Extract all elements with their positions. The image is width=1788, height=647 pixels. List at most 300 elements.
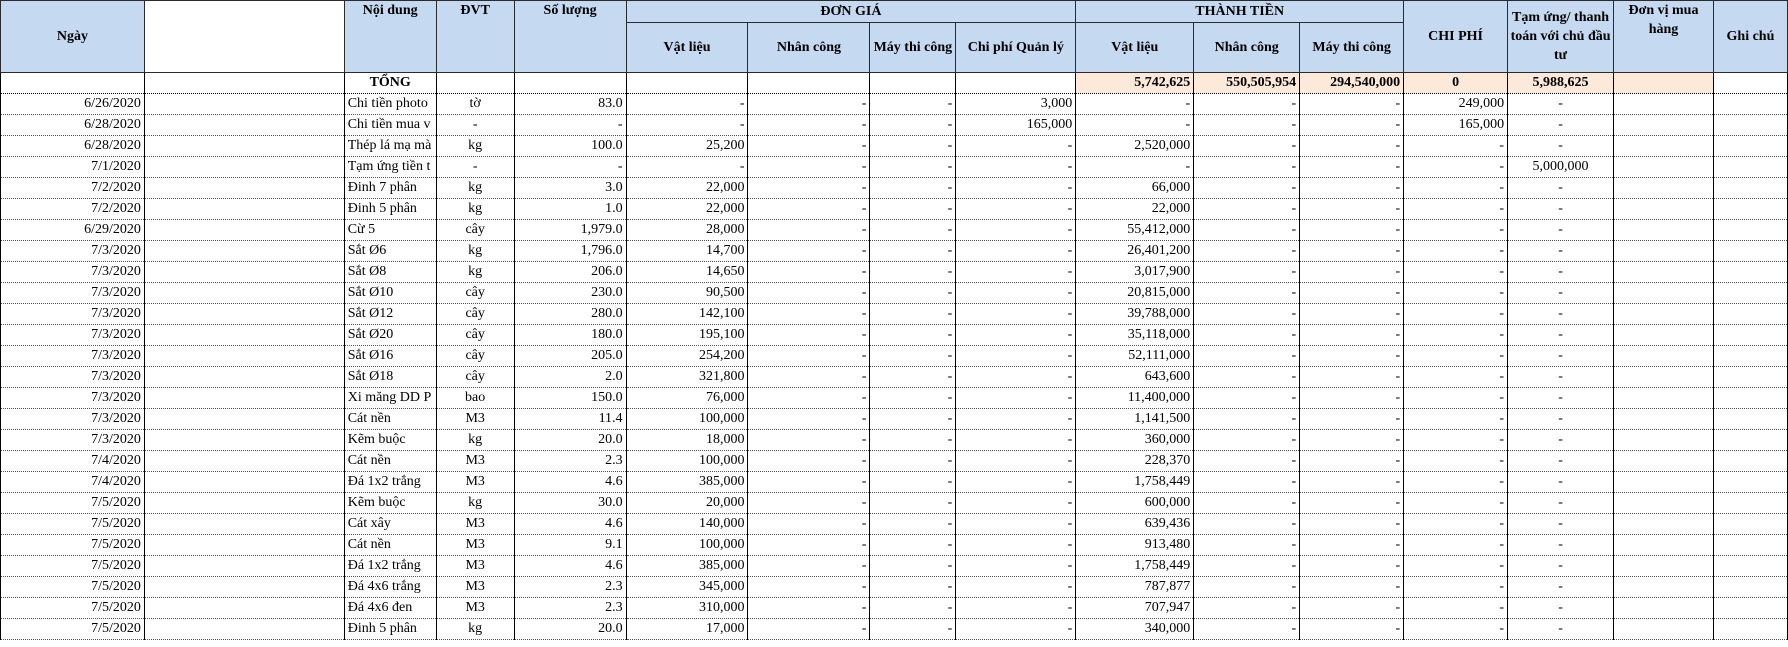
cell-chi-phi[interactable]: -: [1404, 199, 1508, 220]
cell-unit[interactable]: cây: [436, 325, 514, 346]
cell-dg-may-thi-cong[interactable]: -: [870, 577, 956, 598]
cell-chi-phi[interactable]: -: [1404, 262, 1508, 283]
cell-blank[interactable]: [144, 430, 344, 451]
cell-blank[interactable]: [144, 577, 344, 598]
cell-tt-nhan-cong[interactable]: -: [1194, 619, 1300, 640]
cell-chi-phi[interactable]: -: [1404, 304, 1508, 325]
cell-don-vi-mua-hang[interactable]: [1614, 157, 1714, 178]
cell[interactable]: [1614, 73, 1714, 94]
cell-dg-chi-phi-quan-ly[interactable]: 165,000: [956, 115, 1076, 136]
cell[interactable]: [626, 73, 748, 94]
header-chi-phi[interactable]: CHI PHÍ: [1404, 1, 1508, 73]
cell-dg-may-thi-cong[interactable]: -: [870, 388, 956, 409]
cell-chi-phi[interactable]: -: [1404, 451, 1508, 472]
cell-qty[interactable]: 4.6: [514, 514, 626, 535]
header-ghi-chu[interactable]: Ghi chú: [1713, 1, 1787, 73]
cell-content[interactable]: Sắt Ø16: [344, 346, 436, 367]
cell-tam-ung[interactable]: -: [1508, 220, 1614, 241]
cell-blank[interactable]: [144, 115, 344, 136]
cell-tt-vat-lieu[interactable]: 340,000: [1076, 619, 1194, 640]
cell-don-vi-mua-hang[interactable]: [1614, 136, 1714, 157]
cell-blank[interactable]: [144, 304, 344, 325]
cell-blank[interactable]: [144, 619, 344, 640]
cell-ghi-chu[interactable]: [1713, 430, 1787, 451]
cell-chi-phi[interactable]: -: [1404, 493, 1508, 514]
cell-chi-phi[interactable]: -: [1404, 619, 1508, 640]
cell-don-vi-mua-hang[interactable]: [1614, 115, 1714, 136]
cell-chi-phi[interactable]: -: [1404, 136, 1508, 157]
total-label[interactable]: TỔNG: [344, 73, 436, 94]
cell-qty[interactable]: 150.0: [514, 388, 626, 409]
header-tam-ung[interactable]: Tạm ứng/ thanh toán với chủ đầu tư: [1508, 1, 1614, 73]
header-blank[interactable]: [144, 1, 344, 73]
cell-tt-may-thi-cong[interactable]: -: [1300, 325, 1404, 346]
cell-date[interactable]: 6/28/2020: [1, 136, 145, 157]
cell-dg-may-thi-cong[interactable]: -: [870, 157, 956, 178]
cell-dg-chi-phi-quan-ly[interactable]: -: [956, 157, 1076, 178]
cell-dg-chi-phi-quan-ly[interactable]: -: [956, 493, 1076, 514]
cell-date[interactable]: 7/5/2020: [1, 535, 145, 556]
cell-unit[interactable]: -: [436, 157, 514, 178]
cell-tt-may-thi-cong[interactable]: -: [1300, 493, 1404, 514]
cell-unit[interactable]: -: [436, 115, 514, 136]
cell-don-vi-mua-hang[interactable]: [1614, 577, 1714, 598]
cell-dg-nhan-cong[interactable]: -: [748, 535, 870, 556]
cell-dg-may-thi-cong[interactable]: -: [870, 514, 956, 535]
cell-tt-nhan-cong[interactable]: -: [1194, 220, 1300, 241]
cell-content[interactable]: Đinh 7 phân: [344, 178, 436, 199]
cell-chi-phi[interactable]: -: [1404, 535, 1508, 556]
header-tt-vat-lieu[interactable]: Vật liệu: [1076, 23, 1194, 73]
cell-tam-ung[interactable]: -: [1508, 304, 1614, 325]
cell-tt-may-thi-cong[interactable]: -: [1300, 157, 1404, 178]
cell-dg-nhan-cong[interactable]: -: [748, 409, 870, 430]
cell-tt-vat-lieu[interactable]: 913,480: [1076, 535, 1194, 556]
total-chi-phi[interactable]: 0: [1404, 73, 1508, 94]
cell-content[interactable]: Sắt Ø18: [344, 367, 436, 388]
cell-dg-vat-lieu[interactable]: 18,000: [626, 430, 748, 451]
cell-blank[interactable]: [144, 451, 344, 472]
cell-blank[interactable]: [144, 493, 344, 514]
cell-unit[interactable]: bao: [436, 388, 514, 409]
cell-ghi-chu[interactable]: [1713, 619, 1787, 640]
cell-tt-nhan-cong[interactable]: -: [1194, 451, 1300, 472]
cell-date[interactable]: 7/3/2020: [1, 283, 145, 304]
cell-unit[interactable]: kg: [436, 241, 514, 262]
cell-dg-chi-phi-quan-ly[interactable]: -: [956, 472, 1076, 493]
cell-tam-ung[interactable]: -: [1508, 283, 1614, 304]
cell-unit[interactable]: cây: [436, 304, 514, 325]
cell-tt-may-thi-cong[interactable]: -: [1300, 577, 1404, 598]
cell-tt-may-thi-cong[interactable]: -: [1300, 241, 1404, 262]
cell-unit[interactable]: kg: [436, 178, 514, 199]
cell-qty[interactable]: 1.0: [514, 199, 626, 220]
cell-blank[interactable]: [144, 157, 344, 178]
cell-content[interactable]: Cát nền: [344, 535, 436, 556]
cell-don-vi-mua-hang[interactable]: [1614, 388, 1714, 409]
cell-ghi-chu[interactable]: [1713, 304, 1787, 325]
cell-dg-vat-lieu[interactable]: 310,000: [626, 598, 748, 619]
cell-unit[interactable]: M3: [436, 598, 514, 619]
cell-blank[interactable]: [144, 325, 344, 346]
cell-don-vi-mua-hang[interactable]: [1614, 430, 1714, 451]
cell-ghi-chu[interactable]: [1713, 556, 1787, 577]
cell-qty[interactable]: -: [514, 157, 626, 178]
cell-tam-ung[interactable]: -: [1508, 430, 1614, 451]
cell-don-vi-mua-hang[interactable]: [1614, 241, 1714, 262]
cell-blank[interactable]: [144, 514, 344, 535]
cell-dg-vat-lieu[interactable]: 90,500: [626, 283, 748, 304]
cell[interactable]: [144, 73, 344, 94]
cell-don-vi-mua-hang[interactable]: [1614, 346, 1714, 367]
cell-tt-may-thi-cong[interactable]: -: [1300, 556, 1404, 577]
cell-chi-phi[interactable]: -: [1404, 325, 1508, 346]
cell-qty[interactable]: 4.6: [514, 556, 626, 577]
cell-don-vi-mua-hang[interactable]: [1614, 556, 1714, 577]
cell-don-vi-mua-hang[interactable]: [1614, 94, 1714, 115]
cell-ghi-chu[interactable]: [1713, 577, 1787, 598]
cell-chi-phi[interactable]: -: [1404, 430, 1508, 451]
cell-chi-phi[interactable]: 165,000: [1404, 115, 1508, 136]
cell-dg-may-thi-cong[interactable]: -: [870, 241, 956, 262]
cell-qty[interactable]: 3.0: [514, 178, 626, 199]
cell-tt-vat-lieu[interactable]: 22,000: [1076, 199, 1194, 220]
cell-qty[interactable]: 2.3: [514, 598, 626, 619]
cell-date[interactable]: 7/3/2020: [1, 262, 145, 283]
cell-tt-nhan-cong[interactable]: -: [1194, 472, 1300, 493]
cell-tt-vat-lieu[interactable]: 787,877: [1076, 577, 1194, 598]
cell-ghi-chu[interactable]: [1713, 241, 1787, 262]
cell-chi-phi[interactable]: -: [1404, 157, 1508, 178]
cell-content[interactable]: Đá 1x2 trắng: [344, 556, 436, 577]
cell-blank[interactable]: [144, 556, 344, 577]
cell-dg-nhan-cong[interactable]: -: [748, 262, 870, 283]
cell-dg-may-thi-cong[interactable]: -: [870, 325, 956, 346]
cell-tt-vat-lieu[interactable]: 1,758,449: [1076, 556, 1194, 577]
cell-tt-nhan-cong[interactable]: -: [1194, 199, 1300, 220]
cell-tt-nhan-cong[interactable]: -: [1194, 577, 1300, 598]
cell-dg-chi-phi-quan-ly[interactable]: -: [956, 220, 1076, 241]
cell-tt-vat-lieu[interactable]: 1,141,500: [1076, 409, 1194, 430]
cell-unit[interactable]: cây: [436, 283, 514, 304]
cell-chi-phi[interactable]: -: [1404, 409, 1508, 430]
cell-dg-chi-phi-quan-ly[interactable]: -: [956, 283, 1076, 304]
cell-tam-ung[interactable]: -: [1508, 115, 1614, 136]
cell-don-vi-mua-hang[interactable]: [1614, 304, 1714, 325]
cell-date[interactable]: 6/29/2020: [1, 220, 145, 241]
cell-ghi-chu[interactable]: [1713, 514, 1787, 535]
cell-dg-may-thi-cong[interactable]: -: [870, 115, 956, 136]
cell-tam-ung[interactable]: -: [1508, 472, 1614, 493]
cell-dg-nhan-cong[interactable]: -: [748, 451, 870, 472]
cell-ghi-chu[interactable]: [1713, 262, 1787, 283]
cell-dg-vat-lieu[interactable]: 17,000: [626, 619, 748, 640]
cell-unit[interactable]: kg: [436, 262, 514, 283]
cell-dg-nhan-cong[interactable]: -: [748, 514, 870, 535]
header-don-vi-mua-hang[interactable]: Đơn vị mua hàng: [1614, 1, 1714, 73]
cell-dg-chi-phi-quan-ly[interactable]: -: [956, 367, 1076, 388]
cell-qty[interactable]: 2.3: [514, 451, 626, 472]
cell-ghi-chu[interactable]: [1713, 535, 1787, 556]
cell-dg-chi-phi-quan-ly[interactable]: -: [956, 451, 1076, 472]
cell-tt-nhan-cong[interactable]: -: [1194, 283, 1300, 304]
cell-dg-may-thi-cong[interactable]: -: [870, 493, 956, 514]
cell-date[interactable]: 7/5/2020: [1, 619, 145, 640]
cell-dg-may-thi-cong[interactable]: -: [870, 220, 956, 241]
cell-tt-may-thi-cong[interactable]: -: [1300, 430, 1404, 451]
cell-content[interactable]: Đá 1x2 trắng: [344, 472, 436, 493]
cell-unit[interactable]: M3: [436, 556, 514, 577]
cell-unit[interactable]: M3: [436, 577, 514, 598]
cell-blank[interactable]: [144, 283, 344, 304]
cell-tt-nhan-cong[interactable]: -: [1194, 178, 1300, 199]
cell-blank[interactable]: [144, 178, 344, 199]
cell-tt-nhan-cong[interactable]: -: [1194, 241, 1300, 262]
cell-dg-vat-lieu[interactable]: 100,000: [626, 535, 748, 556]
cell-tt-vat-lieu[interactable]: 26,401,200: [1076, 241, 1194, 262]
cell-content[interactable]: Kẽm buộc: [344, 493, 436, 514]
cell-tt-nhan-cong[interactable]: -: [1194, 514, 1300, 535]
cell-date[interactable]: 7/2/2020: [1, 178, 145, 199]
cell-qty[interactable]: -: [514, 115, 626, 136]
cell-dg-may-thi-cong[interactable]: -: [870, 304, 956, 325]
cell-unit[interactable]: kg: [436, 430, 514, 451]
cell-tam-ung[interactable]: -: [1508, 598, 1614, 619]
cell-don-vi-mua-hang[interactable]: [1614, 472, 1714, 493]
cell-dg-chi-phi-quan-ly[interactable]: -: [956, 346, 1076, 367]
cell-unit[interactable]: cây: [436, 220, 514, 241]
header-dg-may-thi-cong[interactable]: Máy thi công: [870, 23, 956, 73]
cell-tt-nhan-cong[interactable]: -: [1194, 115, 1300, 136]
cell-chi-phi[interactable]: 249,000: [1404, 94, 1508, 115]
cell-ghi-chu[interactable]: [1713, 178, 1787, 199]
cell-tam-ung[interactable]: -: [1508, 241, 1614, 262]
cell-tt-nhan-cong[interactable]: -: [1194, 388, 1300, 409]
cell-don-vi-mua-hang[interactable]: [1614, 409, 1714, 430]
header-tt-may-thi-cong[interactable]: Máy thi công: [1300, 23, 1404, 73]
cell-tt-vat-lieu[interactable]: 2,520,000: [1076, 136, 1194, 157]
cell-tam-ung[interactable]: -: [1508, 556, 1614, 577]
cell[interactable]: [1713, 73, 1787, 94]
cell-dg-nhan-cong[interactable]: -: [748, 388, 870, 409]
cell-dg-may-thi-cong[interactable]: -: [870, 472, 956, 493]
cell-dg-nhan-cong[interactable]: -: [748, 556, 870, 577]
cell-dg-may-thi-cong[interactable]: -: [870, 283, 956, 304]
cell-qty[interactable]: 30.0: [514, 493, 626, 514]
cell-content[interactable]: Chi tiền mua v: [344, 115, 436, 136]
cell-dg-chi-phi-quan-ly[interactable]: -: [956, 598, 1076, 619]
cell-dg-nhan-cong[interactable]: -: [748, 598, 870, 619]
header-dg-chi-phi-quan-ly[interactable]: Chi phí Quản lý: [956, 23, 1076, 73]
cell-tt-nhan-cong[interactable]: -: [1194, 598, 1300, 619]
cell-blank[interactable]: [144, 199, 344, 220]
cell-blank[interactable]: [144, 136, 344, 157]
cell-unit[interactable]: M3: [436, 451, 514, 472]
cell-content[interactable]: Tạm ứng tiền t: [344, 157, 436, 178]
cell-chi-phi[interactable]: -: [1404, 598, 1508, 619]
cell[interactable]: [748, 73, 870, 94]
cell-ghi-chu[interactable]: [1713, 409, 1787, 430]
cell-date[interactable]: 7/3/2020: [1, 346, 145, 367]
cell-qty[interactable]: 206.0: [514, 262, 626, 283]
cell-don-vi-mua-hang[interactable]: [1614, 493, 1714, 514]
cell-dg-nhan-cong[interactable]: -: [748, 220, 870, 241]
cell-blank[interactable]: [144, 409, 344, 430]
cell-content[interactable]: Kẽm buộc: [344, 430, 436, 451]
cell-chi-phi[interactable]: -: [1404, 367, 1508, 388]
cell-date[interactable]: 7/5/2020: [1, 493, 145, 514]
cell-date[interactable]: 6/26/2020: [1, 94, 145, 115]
cell-content[interactable]: Cừ 5: [344, 220, 436, 241]
cell-tt-vat-lieu[interactable]: 11,400,000: [1076, 388, 1194, 409]
cell-dg-vat-lieu[interactable]: 100,000: [626, 409, 748, 430]
cell-tt-vat-lieu[interactable]: 39,788,000: [1076, 304, 1194, 325]
cell-dg-may-thi-cong[interactable]: -: [870, 94, 956, 115]
cell-date[interactable]: 7/3/2020: [1, 388, 145, 409]
cell-ghi-chu[interactable]: [1713, 325, 1787, 346]
cell-qty[interactable]: 2.3: [514, 577, 626, 598]
cell-tt-vat-lieu[interactable]: 639,436: [1076, 514, 1194, 535]
cell-content[interactable]: Sắt Ø12: [344, 304, 436, 325]
cell-dg-vat-lieu[interactable]: -: [626, 157, 748, 178]
cell-dg-vat-lieu[interactable]: 14,700: [626, 241, 748, 262]
cell-don-vi-mua-hang[interactable]: [1614, 598, 1714, 619]
header-dvt[interactable]: ĐVT: [436, 1, 514, 73]
cell-dg-nhan-cong[interactable]: -: [748, 619, 870, 640]
cell-dg-nhan-cong[interactable]: -: [748, 346, 870, 367]
cell-blank[interactable]: [144, 388, 344, 409]
cell-dg-chi-phi-quan-ly[interactable]: -: [956, 619, 1076, 640]
cell-qty[interactable]: 11.4: [514, 409, 626, 430]
cell-dg-may-thi-cong[interactable]: -: [870, 598, 956, 619]
cell-tt-may-thi-cong[interactable]: -: [1300, 199, 1404, 220]
cell-qty[interactable]: 280.0: [514, 304, 626, 325]
cell-chi-phi[interactable]: -: [1404, 283, 1508, 304]
cell-qty[interactable]: 83.0: [514, 94, 626, 115]
cell-tt-may-thi-cong[interactable]: -: [1300, 346, 1404, 367]
cell-tt-vat-lieu[interactable]: 600,000: [1076, 493, 1194, 514]
cell-tt-vat-lieu[interactable]: -: [1076, 157, 1194, 178]
cell-dg-nhan-cong[interactable]: -: [748, 94, 870, 115]
cell-ghi-chu[interactable]: [1713, 493, 1787, 514]
cell-blank[interactable]: [144, 241, 344, 262]
total-vat-lieu[interactable]: 5,742,625: [1076, 73, 1194, 94]
cell-ghi-chu[interactable]: [1713, 598, 1787, 619]
cell-dg-vat-lieu[interactable]: 22,000: [626, 178, 748, 199]
cell-chi-phi[interactable]: -: [1404, 346, 1508, 367]
cell-qty[interactable]: 1,796.0: [514, 241, 626, 262]
cell-tt-vat-lieu[interactable]: 1,758,449: [1076, 472, 1194, 493]
cell-date[interactable]: 7/3/2020: [1, 325, 145, 346]
cell[interactable]: [870, 73, 956, 94]
cell-tt-nhan-cong[interactable]: -: [1194, 304, 1300, 325]
cell-qty[interactable]: 100.0: [514, 136, 626, 157]
cell-tt-vat-lieu[interactable]: 20,815,000: [1076, 283, 1194, 304]
cell-date[interactable]: 7/3/2020: [1, 367, 145, 388]
cell-ghi-chu[interactable]: [1713, 451, 1787, 472]
cell-tam-ung[interactable]: -: [1508, 535, 1614, 556]
total-tam-ung[interactable]: 5,988,625: [1508, 73, 1614, 94]
cell-content[interactable]: Chi tiền photo: [344, 94, 436, 115]
cell-don-vi-mua-hang[interactable]: [1614, 262, 1714, 283]
cell-dg-chi-phi-quan-ly[interactable]: -: [956, 388, 1076, 409]
cell-dg-may-thi-cong[interactable]: -: [870, 199, 956, 220]
cell-unit[interactable]: tờ: [436, 94, 514, 115]
cell-dg-chi-phi-quan-ly[interactable]: -: [956, 178, 1076, 199]
cell-date[interactable]: 7/5/2020: [1, 577, 145, 598]
cell-blank[interactable]: [144, 262, 344, 283]
cell-don-vi-mua-hang[interactable]: [1614, 367, 1714, 388]
cell-qty[interactable]: 1,979.0: [514, 220, 626, 241]
cell-ghi-chu[interactable]: [1713, 115, 1787, 136]
cell-tt-may-thi-cong[interactable]: -: [1300, 514, 1404, 535]
cell-unit[interactable]: M3: [436, 535, 514, 556]
cell-dg-nhan-cong[interactable]: -: [748, 136, 870, 157]
cell-tt-vat-lieu[interactable]: 643,600: [1076, 367, 1194, 388]
cell-don-vi-mua-hang[interactable]: [1614, 514, 1714, 535]
cell-don-vi-mua-hang[interactable]: [1614, 199, 1714, 220]
cell-tt-nhan-cong[interactable]: -: [1194, 94, 1300, 115]
cell-qty[interactable]: 4.6: [514, 472, 626, 493]
cell-content[interactable]: Xi măng DD P: [344, 388, 436, 409]
cell-dg-nhan-cong[interactable]: -: [748, 430, 870, 451]
cell-ghi-chu[interactable]: [1713, 388, 1787, 409]
cell-tt-may-thi-cong[interactable]: -: [1300, 598, 1404, 619]
header-tt-nhan-cong[interactable]: Nhân công: [1194, 23, 1300, 73]
cell-date[interactable]: 7/5/2020: [1, 598, 145, 619]
cell-content[interactable]: Sắt Ø20: [344, 325, 436, 346]
header-noi-dung[interactable]: Nội dung: [344, 1, 436, 73]
cell-tt-may-thi-cong[interactable]: -: [1300, 136, 1404, 157]
cell-don-vi-mua-hang[interactable]: [1614, 220, 1714, 241]
cell-dg-vat-lieu[interactable]: -: [626, 94, 748, 115]
cell-unit[interactable]: kg: [436, 493, 514, 514]
cell-unit[interactable]: M3: [436, 409, 514, 430]
cell-dg-may-thi-cong[interactable]: -: [870, 346, 956, 367]
cell-ghi-chu[interactable]: [1713, 136, 1787, 157]
cell-qty[interactable]: 20.0: [514, 430, 626, 451]
header-dg-nhan-cong[interactable]: Nhân công: [748, 23, 870, 73]
cell-content[interactable]: Cát nền: [344, 451, 436, 472]
cell-ghi-chu[interactable]: [1713, 157, 1787, 178]
cell-dg-chi-phi-quan-ly[interactable]: 3,000: [956, 94, 1076, 115]
cell-date[interactable]: 7/2/2020: [1, 199, 145, 220]
cell-content[interactable]: Thép lá mạ mà: [344, 136, 436, 157]
cell-dg-chi-phi-quan-ly[interactable]: -: [956, 577, 1076, 598]
cell-unit[interactable]: M3: [436, 472, 514, 493]
cell-tt-nhan-cong[interactable]: -: [1194, 493, 1300, 514]
cell-dg-vat-lieu[interactable]: 20,000: [626, 493, 748, 514]
cell-tt-vat-lieu[interactable]: 66,000: [1076, 178, 1194, 199]
cell-tt-may-thi-cong[interactable]: -: [1300, 178, 1404, 199]
cell-tt-vat-lieu[interactable]: 360,000: [1076, 430, 1194, 451]
cell-content[interactable]: Đinh 5 phân: [344, 619, 436, 640]
cell-chi-phi[interactable]: -: [1404, 220, 1508, 241]
cell-dg-chi-phi-quan-ly[interactable]: -: [956, 556, 1076, 577]
cell-tam-ung[interactable]: -: [1508, 325, 1614, 346]
cell-tt-may-thi-cong[interactable]: -: [1300, 619, 1404, 640]
cell-dg-nhan-cong[interactable]: -: [748, 283, 870, 304]
cell-tt-vat-lieu[interactable]: 55,412,000: [1076, 220, 1194, 241]
cell-qty[interactable]: 9.1: [514, 535, 626, 556]
cell-unit[interactable]: cây: [436, 346, 514, 367]
cell-tam-ung[interactable]: 5,000,000: [1508, 157, 1614, 178]
cell-ghi-chu[interactable]: [1713, 199, 1787, 220]
cell-ghi-chu[interactable]: [1713, 346, 1787, 367]
cell-tam-ung[interactable]: -: [1508, 199, 1614, 220]
cell-tt-nhan-cong[interactable]: -: [1194, 430, 1300, 451]
cell-tt-nhan-cong[interactable]: -: [1194, 556, 1300, 577]
